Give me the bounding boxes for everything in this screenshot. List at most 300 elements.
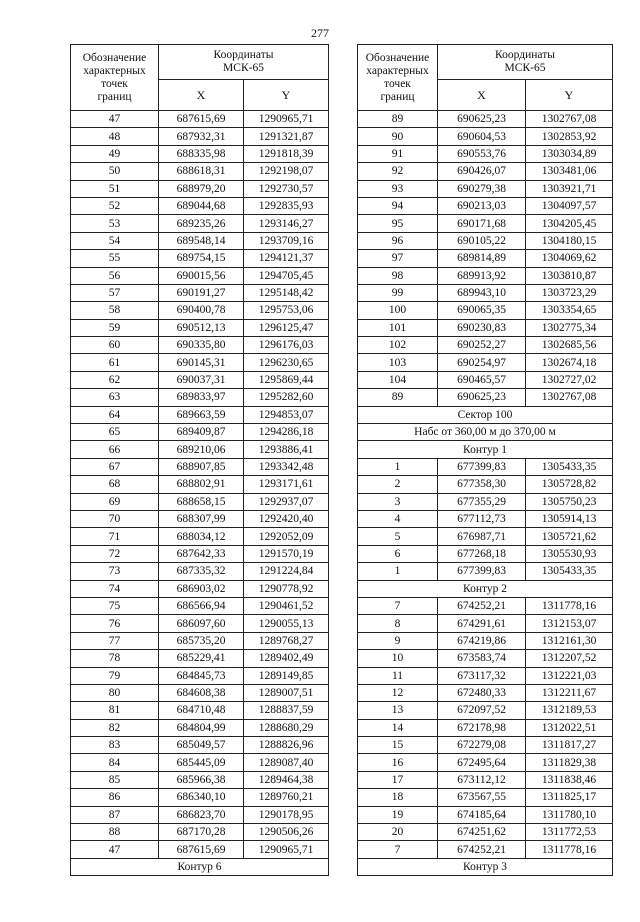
x-coordinate-cell: 672495,64 [438, 754, 526, 771]
y-coordinate-cell: 1288680,29 [244, 719, 329, 736]
point-number-cell: 88 [71, 824, 159, 841]
table-row [358, 476, 613, 493]
y-coordinate-cell: 1305721,62 [526, 528, 613, 545]
point-number-cell: 50 [71, 163, 159, 180]
table-row [358, 754, 613, 771]
point-number-cell: 69 [71, 493, 159, 510]
x-coordinate-cell: 689409,87 [159, 424, 244, 441]
y-coordinate-cell: 1302727,02 [526, 371, 613, 388]
y-coordinate-cell: 1305433,35 [526, 458, 613, 475]
x-coordinate-cell: 677112,73 [438, 510, 526, 527]
point-number-cell: 68 [71, 476, 159, 493]
x-coordinate-cell: 690213,03 [438, 197, 526, 214]
table-row [71, 632, 329, 649]
x-coordinate-cell: 689814,89 [438, 250, 526, 267]
x-coordinate-cell: 684608,38 [159, 684, 244, 701]
table-row [71, 319, 329, 336]
point-number-cell: 95 [358, 215, 438, 232]
x-coordinate-cell: 688618,31 [159, 163, 244, 180]
point-number-cell: 66 [71, 441, 159, 458]
designation-header: Обозначение характерных точек границ [71, 45, 159, 111]
x-coordinate-cell: 687932,31 [159, 128, 244, 145]
x-coordinate-cell: 690252,27 [438, 337, 526, 354]
point-number-cell: 6 [358, 545, 438, 562]
point-number-cell: 91 [358, 145, 438, 162]
table-row [358, 180, 613, 197]
table-row [71, 667, 329, 684]
y-coordinate-cell: 1294286,18 [244, 424, 329, 441]
table-row [358, 354, 613, 371]
y-coordinate-cell: 1311829,38 [526, 754, 613, 771]
y-coordinate-cell: 1292198,07 [244, 163, 329, 180]
contour-label: Контур 3 [358, 858, 613, 875]
point-number-cell: 5 [358, 528, 438, 545]
point-number-cell: 8 [358, 615, 438, 632]
table-row [71, 250, 329, 267]
x-coordinate-cell: 690254,97 [438, 354, 526, 371]
point-number-cell: 101 [358, 319, 438, 336]
point-number-cell: 89 [358, 389, 438, 406]
table-row [71, 580, 329, 597]
table-row [71, 545, 329, 562]
table-row [358, 563, 613, 580]
y-coordinate-cell: 1311778,16 [526, 841, 613, 858]
table-row [71, 476, 329, 493]
table-row [71, 302, 329, 319]
coordinates-table-right [357, 44, 613, 876]
table-row [71, 806, 329, 823]
x-column-header: X [159, 80, 244, 111]
x-coordinate-cell: 690553,76 [438, 145, 526, 162]
table-row [358, 528, 613, 545]
x-coordinate-cell: 686097,60 [159, 615, 244, 632]
x-coordinate-cell: 672097,52 [438, 702, 526, 719]
point-number-cell: 14 [358, 719, 438, 736]
point-number-cell: 92 [358, 163, 438, 180]
table-row [71, 684, 329, 701]
x-coordinate-cell: 690335,80 [159, 337, 244, 354]
x-coordinate-cell: 673567,55 [438, 789, 526, 806]
x-coordinate-cell: 690625,23 [438, 389, 526, 406]
y-coordinate-cell: 1312153,07 [526, 615, 613, 632]
table-row [71, 493, 329, 510]
point-number-cell: 83 [71, 737, 159, 754]
x-coordinate-cell: 689210,06 [159, 441, 244, 458]
table-row [71, 232, 329, 249]
table-row [358, 215, 613, 232]
point-number-cell: 94 [358, 197, 438, 214]
y-coordinate-cell: 1290506,26 [244, 824, 329, 841]
point-number-cell: 86 [71, 789, 159, 806]
table-row [358, 145, 613, 162]
point-number-cell: 59 [71, 319, 159, 336]
y-coordinate-cell: 1311817,27 [526, 737, 613, 754]
table-row [358, 719, 613, 736]
y-coordinate-cell: 1290965,71 [244, 111, 329, 128]
y-coordinate-cell: 1289402,49 [244, 650, 329, 667]
x-coordinate-cell: 672279,08 [438, 737, 526, 754]
point-number-cell: 11 [358, 667, 438, 684]
table-row [358, 493, 613, 510]
point-number-cell: 54 [71, 232, 159, 249]
point-number-cell: 1 [358, 563, 438, 580]
point-number-cell: 53 [71, 215, 159, 232]
point-number-cell: 3 [358, 493, 438, 510]
x-coordinate-cell: 672480,33 [438, 684, 526, 701]
y-coordinate-cell: 1303481,06 [526, 163, 613, 180]
point-number-cell: 47 [71, 111, 159, 128]
y-coordinate-cell: 1289087,40 [244, 754, 329, 771]
table-row [71, 563, 329, 580]
table-row [358, 597, 613, 614]
table-row [358, 702, 613, 719]
y-coordinate-cell: 1303723,29 [526, 284, 613, 301]
point-number-cell: 57 [71, 284, 159, 301]
x-coordinate-cell: 673112,12 [438, 771, 526, 788]
table-row [358, 319, 613, 336]
y-coordinate-cell: 1296176,03 [244, 337, 329, 354]
y-coordinate-cell: 1295753,06 [244, 302, 329, 319]
table-row [71, 371, 329, 388]
table-row [71, 737, 329, 754]
contour-label: Контур 6 [71, 858, 329, 875]
table-row [358, 737, 613, 754]
point-number-cell: 87 [71, 806, 159, 823]
point-number-cell: 73 [71, 563, 159, 580]
height-range-label: Набс от 360,00 м до 370,00 м [358, 424, 613, 441]
x-coordinate-cell: 686566,94 [159, 597, 244, 614]
designation-header: Обозначение характерных точек границ [358, 45, 438, 111]
page-number: 277 [311, 26, 329, 40]
y-coordinate-cell: 1305530,93 [526, 545, 613, 562]
y-coordinate-cell: 1289760,21 [244, 789, 329, 806]
table-row [71, 841, 329, 858]
y-coordinate-cell: 1289149,85 [244, 667, 329, 684]
x-coordinate-cell: 685049,57 [159, 737, 244, 754]
y-coordinate-cell: 1293171,61 [244, 476, 329, 493]
point-number-cell: 62 [71, 371, 159, 388]
x-coordinate-cell: 686823,70 [159, 806, 244, 823]
table-row [71, 528, 329, 545]
y-coordinate-cell: 1295148,42 [244, 284, 329, 301]
y-coordinate-cell: 1312207,52 [526, 650, 613, 667]
x-coordinate-cell: 684804,99 [159, 719, 244, 736]
contour-label: Контур 2 [358, 580, 613, 597]
x-coordinate-cell: 690065,35 [438, 302, 526, 319]
y-coordinate-cell: 1292420,40 [244, 510, 329, 527]
y-coordinate-cell: 1303034,89 [526, 145, 613, 162]
y-coordinate-cell: 1311772,53 [526, 824, 613, 841]
table-row [358, 545, 613, 562]
y-coordinate-cell: 1294121,37 [244, 250, 329, 267]
y-coordinate-cell: 1291321,87 [244, 128, 329, 145]
x-coordinate-cell: 688907,85 [159, 458, 244, 475]
table-row [71, 406, 329, 423]
point-number-cell: 61 [71, 354, 159, 371]
point-number-cell: 102 [358, 337, 438, 354]
y-coordinate-cell: 1290461,52 [244, 597, 329, 614]
table-row [358, 789, 613, 806]
x-coordinate-cell: 689913,92 [438, 267, 526, 284]
x-coordinate-cell: 690037,31 [159, 371, 244, 388]
x-coordinate-cell: 688307,99 [159, 510, 244, 527]
x-coordinate-cell: 688335,98 [159, 145, 244, 162]
y-coordinate-cell: 1294853,07 [244, 406, 329, 423]
point-number-cell: 2 [358, 476, 438, 493]
x-coordinate-cell: 685966,38 [159, 771, 244, 788]
point-number-cell: 60 [71, 337, 159, 354]
y-coordinate-cell: 1290178,95 [244, 806, 329, 823]
x-coordinate-cell: 684845,73 [159, 667, 244, 684]
x-coordinate-cell: 685445,09 [159, 754, 244, 771]
table-row [358, 302, 613, 319]
point-number-cell: 99 [358, 284, 438, 301]
x-coordinate-cell: 690400,78 [159, 302, 244, 319]
coordinates-table-left [70, 44, 329, 876]
x-coordinate-cell: 686340,10 [159, 789, 244, 806]
x-coordinate-cell: 677268,18 [438, 545, 526, 562]
point-number-cell: 56 [71, 267, 159, 284]
y-coordinate-cell: 1295282,60 [244, 389, 329, 406]
y-coordinate-cell: 1294705,45 [244, 267, 329, 284]
table-row [358, 458, 613, 475]
y-coordinate-cell: 1311778,16 [526, 597, 613, 614]
table-row [358, 337, 613, 354]
y-coordinate-cell: 1289464,38 [244, 771, 329, 788]
y-coordinate-cell: 1291570,19 [244, 545, 329, 562]
y-coordinate-cell: 1305728,82 [526, 476, 613, 493]
x-coordinate-cell: 685735,20 [159, 632, 244, 649]
x-coordinate-cell: 676987,71 [438, 528, 526, 545]
table-row [358, 267, 613, 284]
y-coordinate-cell: 1293342,48 [244, 458, 329, 475]
table-row [71, 771, 329, 788]
y-coordinate-cell: 1304069,62 [526, 250, 613, 267]
table-row [71, 424, 329, 441]
table-row [358, 250, 613, 267]
point-number-cell: 84 [71, 754, 159, 771]
table-row [358, 284, 613, 301]
y-coordinate-cell: 1292937,07 [244, 493, 329, 510]
table-row [71, 284, 329, 301]
y-coordinate-cell: 1302767,08 [526, 389, 613, 406]
y-coordinate-cell: 1311825,17 [526, 789, 613, 806]
table-row [71, 163, 329, 180]
y-coordinate-cell: 1291818,39 [244, 145, 329, 162]
table-row [358, 806, 613, 823]
x-coordinate-cell: 673583,74 [438, 650, 526, 667]
x-coordinate-cell: 688658,15 [159, 493, 244, 510]
x-coordinate-cell: 688802,91 [159, 476, 244, 493]
point-number-cell: 103 [358, 354, 438, 371]
y-coordinate-cell: 1312211,67 [526, 684, 613, 701]
table-row [71, 597, 329, 614]
y-coordinate-cell: 1304097,57 [526, 197, 613, 214]
y-coordinate-cell: 1302674,18 [526, 354, 613, 371]
point-number-cell: 65 [71, 424, 159, 441]
y-coordinate-cell: 1292052,09 [244, 528, 329, 545]
x-coordinate-cell: 674252,21 [438, 597, 526, 614]
y-coordinate-cell: 1288837,59 [244, 702, 329, 719]
x-coordinate-cell: 672178,98 [438, 719, 526, 736]
table-row [358, 111, 613, 128]
y-coordinate-cell: 1305914,13 [526, 510, 613, 527]
point-number-cell: 98 [358, 267, 438, 284]
table-row [358, 632, 613, 649]
point-number-cell: 96 [358, 232, 438, 249]
y-coordinate-cell: 1302685,56 [526, 337, 613, 354]
x-coordinate-cell: 674252,21 [438, 841, 526, 858]
y-coordinate-cell: 1302767,08 [526, 111, 613, 128]
table-row [358, 650, 613, 667]
point-number-cell: 85 [71, 771, 159, 788]
table-row [71, 389, 329, 406]
y-coordinate-cell: 1312161,30 [526, 632, 613, 649]
table-row [358, 771, 613, 788]
y-coordinate-cell: 1290778,92 [244, 580, 329, 597]
table-row [358, 684, 613, 701]
coordinates-header: Координаты МСК-65 [159, 45, 329, 80]
table-row [71, 145, 329, 162]
y-column-header: Y [526, 80, 613, 111]
table-row [358, 163, 613, 180]
x-coordinate-cell: 684710,48 [159, 702, 244, 719]
y-coordinate-cell: 1289768,27 [244, 632, 329, 649]
y-coordinate-cell: 1312022,51 [526, 719, 613, 736]
x-coordinate-cell: 690426,07 [438, 163, 526, 180]
table-row [358, 389, 613, 406]
table-row [358, 615, 613, 632]
table-row [71, 180, 329, 197]
point-number-cell: 79 [71, 667, 159, 684]
table-row [358, 841, 613, 858]
point-number-cell: 9 [358, 632, 438, 649]
y-coordinate-cell: 1312189,53 [526, 702, 613, 719]
table-row [71, 128, 329, 145]
table-row [71, 719, 329, 736]
y-coordinate-cell: 1302853,92 [526, 128, 613, 145]
x-column-header: X [438, 80, 526, 111]
y-coordinate-cell: 1288826,96 [244, 737, 329, 754]
x-coordinate-cell: 674251,62 [438, 824, 526, 841]
point-number-cell: 49 [71, 145, 159, 162]
x-coordinate-cell: 689943,10 [438, 284, 526, 301]
x-coordinate-cell: 690230,83 [438, 319, 526, 336]
table-header [358, 45, 613, 111]
table-header [71, 45, 329, 111]
x-coordinate-cell: 688979,20 [159, 180, 244, 197]
point-number-cell: 77 [71, 632, 159, 649]
point-number-cell: 67 [71, 458, 159, 475]
point-number-cell: 75 [71, 597, 159, 614]
table-row [71, 354, 329, 371]
table-row [358, 232, 613, 249]
x-coordinate-cell: 687615,69 [159, 841, 244, 858]
point-number-cell: 7 [358, 597, 438, 614]
y-coordinate-cell: 1304180,15 [526, 232, 613, 249]
y-coordinate-cell: 1293886,41 [244, 441, 329, 458]
x-coordinate-cell: 673117,32 [438, 667, 526, 684]
y-coordinate-cell: 1291224,84 [244, 563, 329, 580]
point-number-cell: 82 [71, 719, 159, 736]
point-number-cell: 18 [358, 789, 438, 806]
table-row [358, 371, 613, 388]
point-number-cell: 12 [358, 684, 438, 701]
table-row [71, 702, 329, 719]
x-coordinate-cell: 687615,69 [159, 111, 244, 128]
x-coordinate-cell: 689833,97 [159, 389, 244, 406]
y-coordinate-cell: 1292730,57 [244, 180, 329, 197]
table-row [71, 215, 329, 232]
x-coordinate-cell: 690191,27 [159, 284, 244, 301]
x-coordinate-cell: 690465,57 [438, 371, 526, 388]
x-coordinate-cell: 689754,15 [159, 250, 244, 267]
point-number-cell: 1 [358, 458, 438, 475]
y-coordinate-cell: 1303354,65 [526, 302, 613, 319]
table-row [71, 441, 329, 458]
point-number-cell: 104 [358, 371, 438, 388]
point-number-cell: 4 [358, 510, 438, 527]
table-row [358, 667, 613, 684]
x-coordinate-cell: 677399,83 [438, 458, 526, 475]
x-coordinate-cell: 690625,23 [438, 111, 526, 128]
table-row [71, 267, 329, 284]
table-row [71, 754, 329, 771]
point-number-cell: 72 [71, 545, 159, 562]
point-number-cell: 78 [71, 650, 159, 667]
x-coordinate-cell: 690015,56 [159, 267, 244, 284]
y-coordinate-cell: 1290965,71 [244, 841, 329, 858]
y-coordinate-cell: 1304205,45 [526, 215, 613, 232]
x-coordinate-cell: 686903,02 [159, 580, 244, 597]
y-column-header: Y [244, 80, 329, 111]
point-number-cell: 64 [71, 406, 159, 423]
y-coordinate-cell: 1293709,16 [244, 232, 329, 249]
table-row [71, 650, 329, 667]
table-row [358, 128, 613, 145]
point-number-cell: 17 [358, 771, 438, 788]
y-coordinate-cell: 1292835,93 [244, 197, 329, 214]
y-coordinate-cell: 1290055,13 [244, 615, 329, 632]
x-coordinate-cell: 690171,68 [438, 215, 526, 232]
point-number-cell: 80 [71, 684, 159, 701]
x-coordinate-cell: 687335,32 [159, 563, 244, 580]
table-row [71, 510, 329, 527]
point-number-cell: 15 [358, 737, 438, 754]
x-coordinate-cell: 689044,68 [159, 197, 244, 214]
point-number-cell: 74 [71, 580, 159, 597]
y-coordinate-cell: 1311838,46 [526, 771, 613, 788]
point-number-cell: 89 [358, 111, 438, 128]
point-number-cell: 93 [358, 180, 438, 197]
point-number-cell: 100 [358, 302, 438, 319]
y-coordinate-cell: 1295869,44 [244, 371, 329, 388]
x-coordinate-cell: 690105,22 [438, 232, 526, 249]
point-number-cell: 70 [71, 510, 159, 527]
y-coordinate-cell: 1289007,51 [244, 684, 329, 701]
point-number-cell: 13 [358, 702, 438, 719]
point-number-cell: 71 [71, 528, 159, 545]
point-number-cell: 10 [358, 650, 438, 667]
table-row [71, 789, 329, 806]
point-number-cell: 55 [71, 250, 159, 267]
point-number-cell: 51 [71, 180, 159, 197]
x-coordinate-cell: 688034,12 [159, 528, 244, 545]
table-row [71, 458, 329, 475]
x-coordinate-cell: 674219,86 [438, 632, 526, 649]
x-coordinate-cell: 677358,30 [438, 476, 526, 493]
y-coordinate-cell: 1303810,87 [526, 267, 613, 284]
